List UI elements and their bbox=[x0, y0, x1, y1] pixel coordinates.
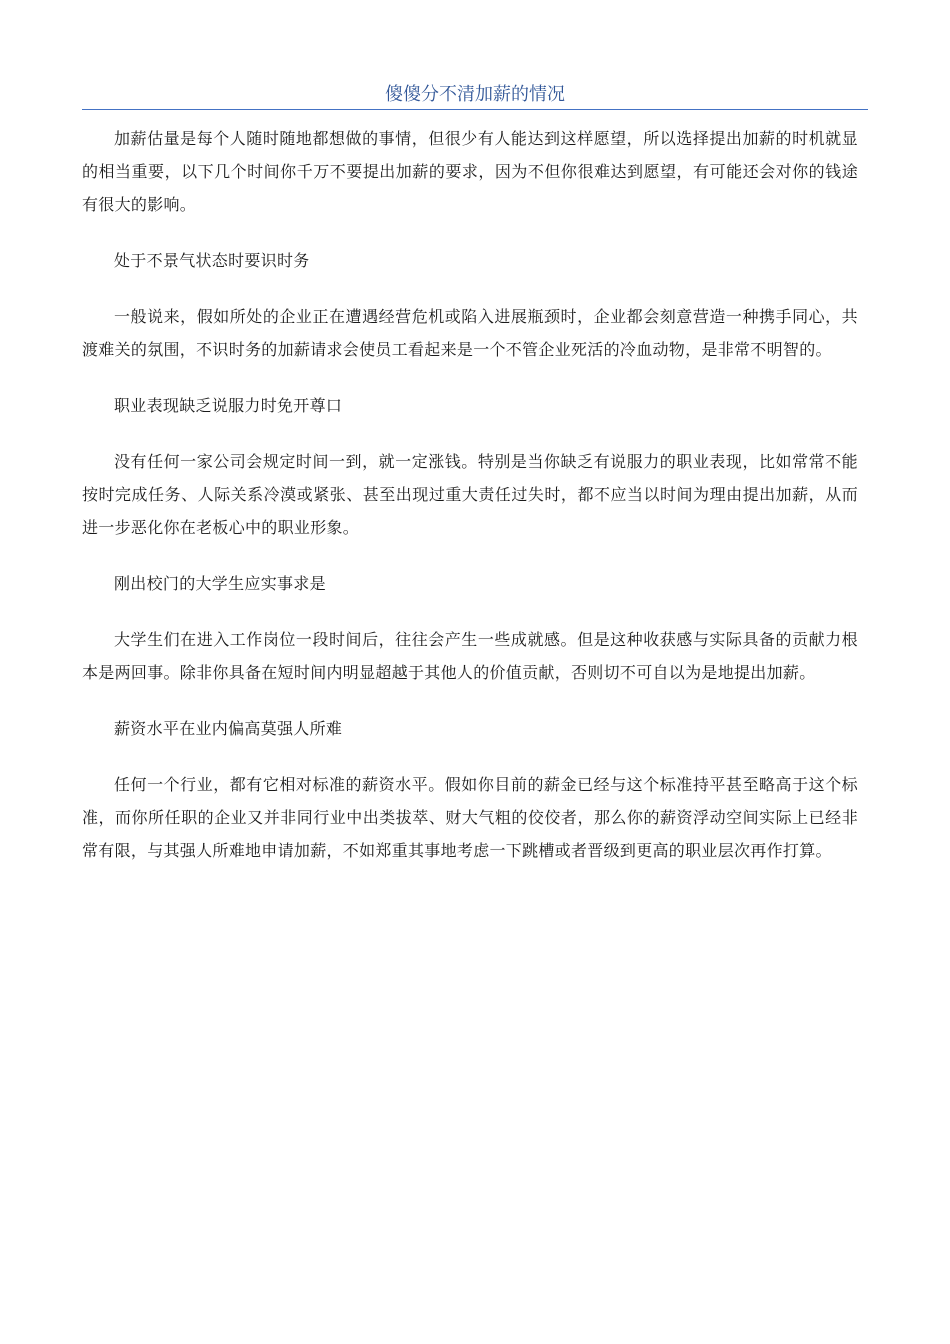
section-heading-graduates: 刚出校门的大学生应实事求是 bbox=[114, 574, 326, 593]
body-paragraph-graduates: 大学生们在进入工作岗位一段时间后，往往会产生一些成就感。但是这种收获感与实际具备的贡献力根本是两回事。除非你具备在短时间内明显超越于其他人的价值贡献，否则切不可自以为是地提出加薪。 bbox=[82, 630, 858, 682]
body-paragraph-recession: 一般说来，假如所处的企业正在遭遇经营危机或陷入进展瓶颈时，企业都会刻意营造一种携手同心，共渡难关的氛围，不识时务的加薪请求会使员工看起来是一个不管企业死活的冷血动物，是非常不明智的。 bbox=[82, 307, 858, 359]
body-paragraph-performance: 没有任何一家公司会规定时间一到，就一定涨钱。特别是当你缺乏有说服力的职业表现，比如常常不能按时完成任务、人际关系冷漠或紧张、甚至出现过重大责任过失时，都不应当以时间为理由提出加薪，从而进一步恶化你在老板心中的职业形象。 bbox=[82, 452, 858, 537]
body-paragraph-salary-level: 任何一个行业，都有它相对标准的薪资水平。假如你目前的薪金已经与这个标准持平甚至略高于这个标准，而你所任职的企业又并非同行业中出类拔萃、财大气粗的佼佼者，那么你的薪资浮动空间实际上已经非常有限，与其强人所难地申请加薪，不如郑重其事地考虑一下跳槽或者晋级到更高的职业层次再作打算。 bbox=[82, 775, 858, 860]
document-header bbox=[82, 82, 868, 110]
document-body bbox=[82, 122, 858, 867]
section-heading-recession: 处于不景气状态时要识时务 bbox=[114, 251, 310, 270]
intro-paragraph: 加薪估量是每个人随时随地都想做的事情，但很少有人能达到这样愿望，所以选择提出加薪的时机就显的相当重要，以下几个时间你千万不要提出加薪的要求，因为不但你很难达到愿望，有可能还会对你的钱途有很大的影响。 bbox=[82, 129, 858, 214]
section-heading-performance: 职业表现缺乏说服力时免开尊口 bbox=[114, 396, 343, 415]
section-heading-salary-level: 薪资水平在业内偏高莫强人所难 bbox=[114, 719, 343, 738]
document-title: 傻傻分不清加薪的情况 bbox=[385, 84, 565, 105]
